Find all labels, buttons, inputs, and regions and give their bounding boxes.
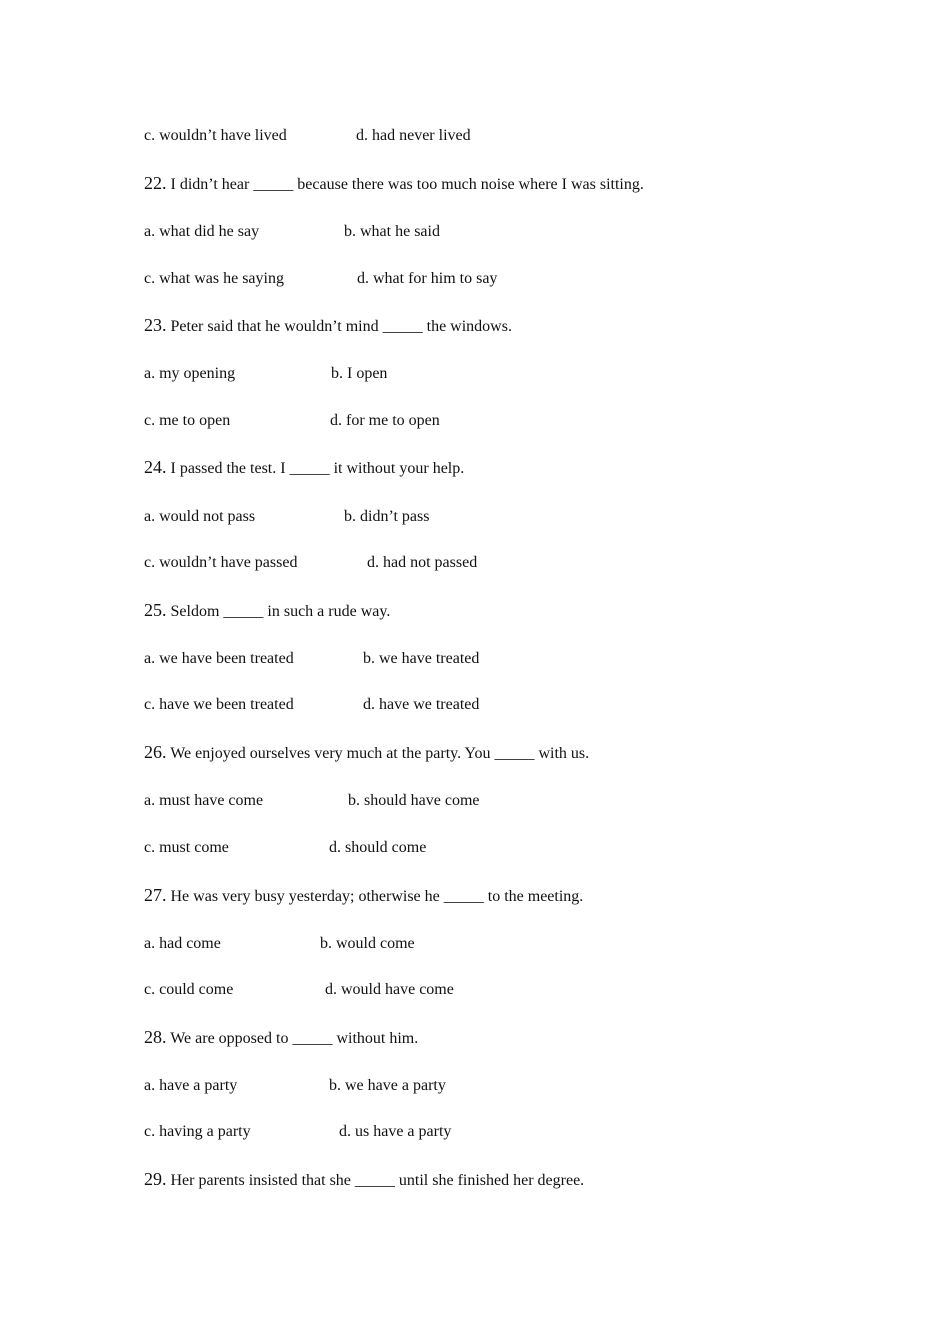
question-number: 24. — [144, 457, 167, 477]
question-text: Seldom _____ in such a rude way. — [170, 603, 391, 620]
option-d: d. for me to open — [330, 412, 440, 429]
question-number: 29. — [144, 1169, 167, 1189]
question-22 — [144, 173, 644, 195]
option-d: d. should come — [329, 839, 427, 856]
option-c: c. having a party — [144, 1123, 251, 1140]
option-row-cd — [144, 838, 426, 858]
option-row-cd — [144, 269, 497, 289]
question-24 — [144, 457, 464, 479]
option-row-ab — [144, 364, 387, 384]
option-d: d. would have come — [325, 981, 454, 998]
question-27 — [144, 885, 583, 907]
option-a: a. my opening — [144, 365, 236, 382]
option-d: d. had not passed — [367, 554, 478, 571]
option-d: d. what for him to say — [357, 270, 498, 287]
option-c: c. wouldn’t have lived — [144, 127, 287, 144]
option-c: c. have we been treated — [144, 696, 294, 713]
question-number: 28. — [144, 1027, 167, 1047]
option-row-cd — [144, 553, 477, 573]
option-b: b. would come — [320, 935, 415, 952]
option-a: a. must have come — [144, 792, 264, 809]
option-b: b. didn’t pass — [344, 508, 430, 525]
option-c: c. must come — [144, 839, 229, 856]
option-d: d. have we treated — [363, 696, 480, 713]
option-row-ab — [144, 1076, 446, 1096]
option-c: c. wouldn’t have passed — [144, 554, 298, 571]
option-c: c. could come — [144, 981, 234, 998]
option-row-cd — [144, 980, 454, 1000]
option-d: d. us have a party — [339, 1123, 452, 1140]
question-28 — [144, 1027, 418, 1049]
question-number: 25. — [144, 600, 167, 620]
question-text: I didn’t hear _____ because there was too much noise where I was sitting. — [170, 176, 644, 193]
option-row-cd — [144, 1122, 451, 1142]
question-26 — [144, 742, 589, 764]
option-row-cd — [144, 126, 471, 146]
question-text: We enjoyed ourselves very much at the party. You _____ with us. — [170, 745, 590, 762]
option-a: a. had come — [144, 935, 221, 952]
question-text: He was very busy yesterday; otherwise he _____ to the meeting. — [170, 888, 584, 905]
question-25 — [144, 600, 390, 622]
question-text: Her parents insisted that she _____ until she finished her degree. — [170, 1172, 585, 1189]
question-text: Peter said that he wouldn’t mind _____ the windows. — [170, 318, 512, 335]
option-b: b. what he said — [344, 223, 440, 240]
question-number: 23. — [144, 315, 167, 335]
option-row-cd — [144, 695, 479, 715]
option-c: c. what was he saying — [144, 270, 284, 287]
option-row-ab — [144, 507, 429, 527]
option-b: b. we have treated — [363, 650, 480, 667]
question-text: I passed the test. I _____ it without your help. — [170, 460, 465, 477]
option-row-ab — [144, 791, 480, 811]
option-c: c. me to open — [144, 412, 231, 429]
option-b: b. we have a party — [329, 1077, 446, 1094]
option-a: a. would not pass — [144, 508, 256, 525]
question-29 — [144, 1169, 584, 1191]
question-number: 26. — [144, 742, 167, 762]
question-23 — [144, 315, 512, 337]
option-row-cd — [144, 411, 440, 431]
option-b: b. should have come — [348, 792, 480, 809]
question-number: 27. — [144, 885, 167, 905]
option-row-ab — [144, 934, 415, 954]
option-a: a. have a party — [144, 1077, 238, 1094]
option-d: d. had never lived — [356, 127, 471, 144]
option-a: a. we have been treated — [144, 650, 294, 667]
option-row-ab — [144, 649, 479, 669]
question-text: We are opposed to _____ without him. — [170, 1030, 419, 1047]
question-number: 22. — [144, 173, 167, 193]
option-a: a. what did he say — [144, 223, 260, 240]
option-row-ab — [144, 222, 440, 242]
option-b: b. I open — [331, 365, 388, 382]
